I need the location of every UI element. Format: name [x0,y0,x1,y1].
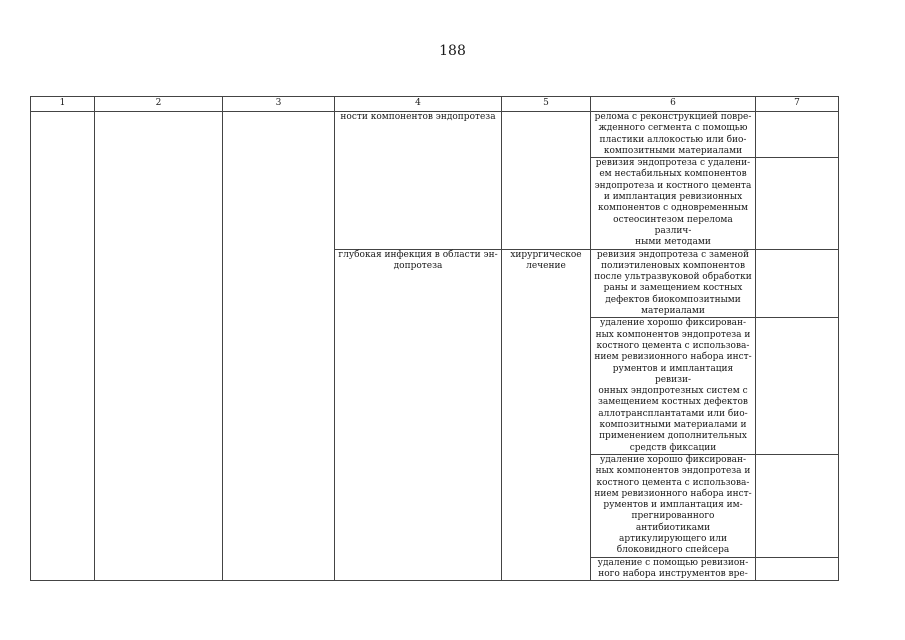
model-cell [756,112,839,158]
condition-cell [335,249,502,581]
method-text: удаление хорошо фиксирован- ных компонентов эндопротеза и костного цемента с использова- нием ревизионного набора инст- рументов и имплантация ревизи- онных эндопротезных систем с замещением костных дефектов аллотрансплантатами или био- композитными материалами и применением дополнительных средств фиксации [594,318,752,453]
treatment-type-cell [502,249,591,581]
model-cell [756,158,839,249]
model-cell [756,454,839,557]
col-header-7: 7 [756,97,839,112]
method-cell [591,454,756,557]
method-cell [591,249,756,318]
col-header-4: 4 [335,97,502,112]
treatment-type-text: хирургическое лечение [510,249,582,271]
col-header-3: 3 [223,97,335,112]
condition-text: ности компонентов эндопротеза [340,112,496,122]
col-header-2: 2 [95,97,223,112]
method-text: ревизия эндопротеза с заменой полиэтиленовых компонентов после ультразвуковой обработки раны и замещением костных дефектов биокомпозитными материалами [594,249,752,317]
model-cell [756,249,839,318]
procedures-table [30,96,839,581]
page-number: 188 [439,43,466,59]
table-row [31,112,839,158]
method-text: удаление с помощью ревизион- ного набора инструментов вре- [597,557,749,579]
cell-col1 [31,112,95,581]
treatment-type-cell [502,112,591,250]
method-cell [591,158,756,249]
condition-cell [335,112,502,250]
method-cell [591,557,756,581]
col-header-5: 5 [502,97,591,112]
method-cell [591,112,756,158]
col-header-1: 1 [31,97,95,112]
cell-col2 [95,112,223,581]
col-header-6: 6 [591,97,756,112]
method-text: ревизия эндопротеза с удалени- ем нестабильных компонентов эндопротеза и костного цемента и имплантация ревизионных компонентов с одновременным остеосинтезом перелома различ- ными методами [594,158,752,248]
model-cell [756,557,839,581]
method-text: релома с реконструкцией повре- жденного сегмента с помощью пластики аллокостью или био- композитными материалами [594,112,752,156]
method-cell [591,318,756,455]
model-cell [756,318,839,455]
header-row [31,97,839,112]
method-text: удаление хорошо фиксирован- ных компонентов эндопротеза и костного цемента с использова- нием ревизионного набора инст- рументов и имплантация им- прегнированного антибиотиками артикулирующего или блоковидного спейсера [594,454,752,556]
cell-col3 [223,112,335,581]
condition-text: глубокая инфекция в области эн- допротеза [338,249,498,271]
